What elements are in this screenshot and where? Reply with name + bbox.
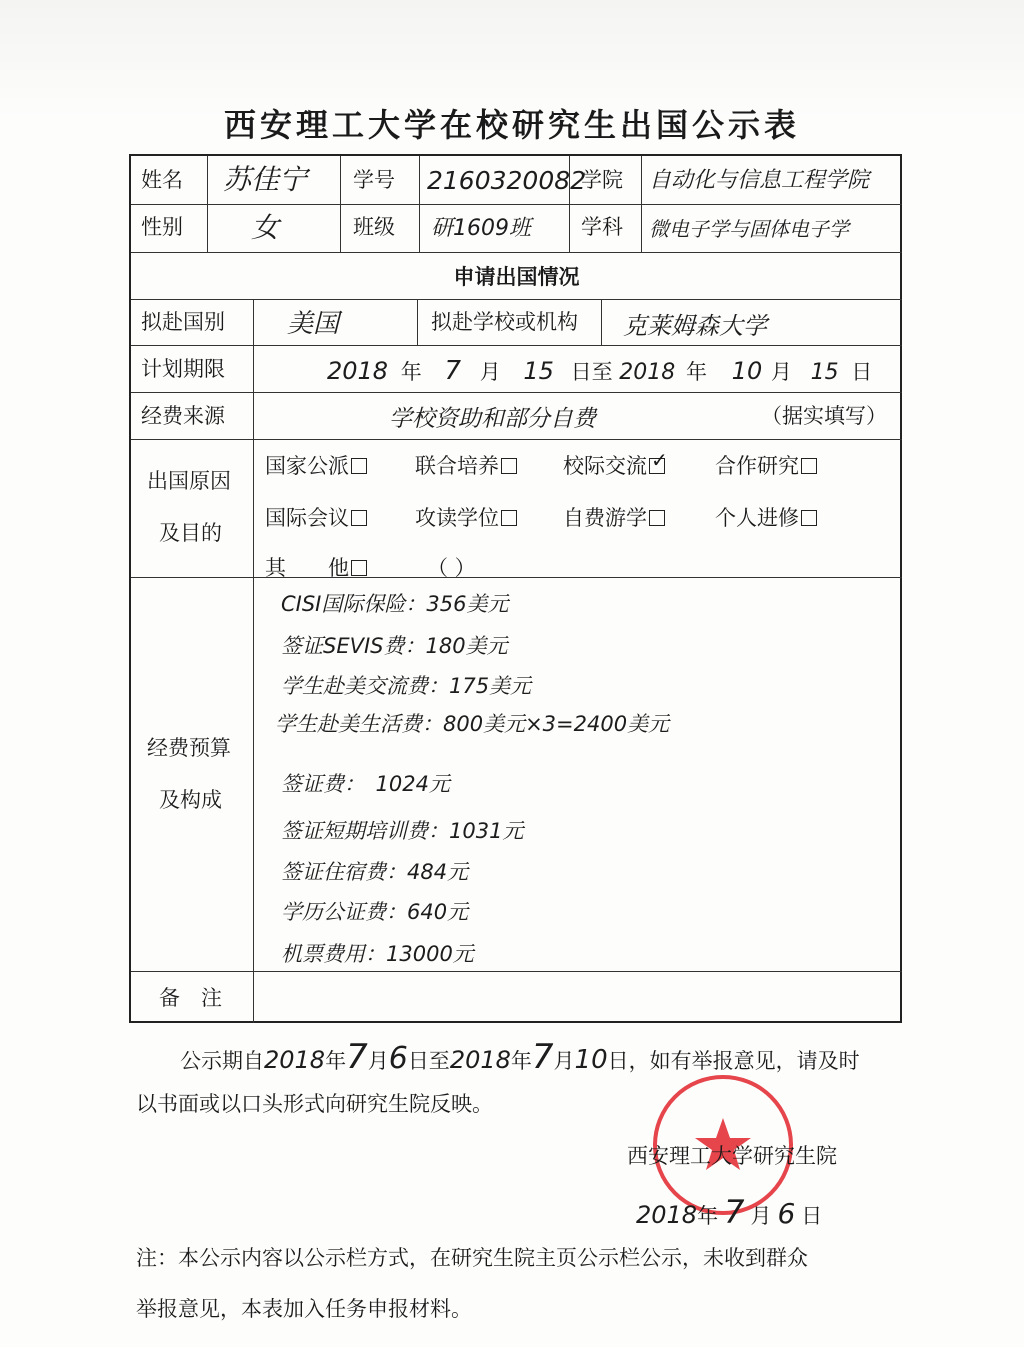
notice-end-year: 2018 [449, 1046, 511, 1074]
reason-option[interactable] [415, 508, 517, 529]
year-unit: 年 [697, 1204, 719, 1228]
reason-option-label: 校际交流 [563, 454, 647, 478]
sign-year: 2018 [636, 1201, 698, 1229]
checked-checkbox-icon[interactable] [649, 458, 665, 474]
reason-option-label: 国家公派 [265, 454, 349, 478]
notice-prefix: 公示期自 [180, 1049, 264, 1073]
gender-value: 女 [251, 211, 280, 244]
reason-option-label: 合作研究 [715, 454, 799, 478]
year-unit: 年 [400, 360, 422, 384]
checkbox-icon[interactable] [801, 510, 817, 526]
funding-label: 经费来源 [141, 404, 225, 428]
institution-value: 克莱姆森大学 [623, 312, 767, 340]
discipline-value: 微电子学与固体电子学 [649, 217, 849, 241]
reason-option[interactable] [715, 508, 817, 529]
row-rule [131, 252, 902, 253]
budget-item: 签证住宿费：484元 [281, 860, 469, 884]
name-value: 苏佳宁 [223, 163, 308, 196]
sign-month: 7 [724, 1193, 745, 1231]
checkbox-icon[interactable] [351, 458, 367, 474]
notice-start-month: 7 [346, 1037, 368, 1077]
month-unit: 月 [479, 360, 501, 384]
reason-option[interactable] [563, 508, 665, 529]
reason-option[interactable] [563, 456, 665, 477]
issuing-org: 西安理工大学研究生院 [627, 1144, 837, 1168]
checkbox-icon[interactable] [501, 458, 517, 474]
footnote-line-2: 举报意见，本表加入任务申报材料。 [136, 1297, 472, 1321]
month-unit: 月 [553, 1049, 575, 1073]
sign-date [636, 1193, 823, 1231]
notice-line-1 [180, 1037, 860, 1077]
budget-item: 签证SEVIS费：180美元 [281, 634, 508, 658]
reason-option-label: 国际会议 [265, 506, 349, 530]
reason-option[interactable] [265, 456, 367, 477]
reason-option-label: 自费游学 [563, 506, 647, 530]
period-value [327, 356, 872, 386]
end-day: 15 [810, 360, 839, 385]
year-unit: 年 [510, 1049, 532, 1073]
checkbox-icon[interactable] [501, 510, 517, 526]
reason-option-label: 其 他 [265, 556, 349, 580]
reason-option-label: 攻读学位 [415, 506, 499, 530]
budget-item: 学生赴美生活费：800美元×3=2400美元 [275, 712, 670, 736]
student-id-value: 2160320082 [427, 166, 587, 195]
budget-item: 学历公证费：640元 [281, 900, 469, 924]
reason-option[interactable] [265, 558, 367, 579]
budget-item: 机票费用：13000元 [281, 942, 474, 966]
footnote-line-1: 注：本公示内容以公示栏方式，在研究生院主页公示栏公示，未收到群众 [136, 1246, 808, 1270]
notice-end-month: 7 [531, 1037, 554, 1077]
checkbox-icon[interactable] [649, 510, 665, 526]
end-year: 2018 [619, 360, 676, 385]
checkbox-icon[interactable] [351, 560, 367, 576]
reason-label-2: 及目的 [159, 521, 222, 545]
checkbox-icon[interactable] [801, 458, 817, 474]
student-id-label: 学号 [353, 168, 395, 192]
col-rule [253, 299, 254, 1023]
year-unit: 年 [325, 1049, 347, 1073]
notice-line-2: 以书面或以口头形式向研究生院反映。 [136, 1092, 493, 1116]
budget-label-2: 及构成 [159, 788, 222, 812]
row-rule [131, 392, 902, 393]
budget-item: 签证费： 1024元 [281, 772, 450, 796]
col-rule [641, 156, 642, 252]
reason-option[interactable] [415, 456, 517, 477]
col-rule [207, 156, 208, 252]
start-month: 7 [444, 356, 461, 386]
reason-option[interactable] [265, 508, 367, 529]
name-label: 姓名 [141, 168, 183, 192]
col-rule [340, 156, 341, 252]
class-label: 班级 [353, 215, 395, 239]
reason-other-paren: （ ） [427, 556, 476, 580]
day-to: 日至 [570, 360, 613, 384]
notice-suffix: 日，如有举报意见，请及时 [607, 1049, 860, 1073]
school-value: 自动化与信息工程学院 [649, 168, 870, 193]
funding-note: （据实填写） [761, 404, 887, 428]
col-rule [417, 299, 418, 345]
reason-option[interactable] [715, 456, 817, 477]
month-unit: 月 [367, 1049, 389, 1073]
form-title: 西安理工大学在校研究生出国公示表 [223, 106, 800, 144]
period-label: 计划期限 [141, 357, 225, 381]
col-rule [419, 156, 420, 252]
day-unit: 日 [851, 360, 873, 384]
row-rule [131, 345, 902, 346]
application-form-table [129, 154, 902, 1023]
row-rule [131, 204, 902, 205]
start-year: 2018 [327, 357, 389, 385]
row-rule [131, 439, 902, 440]
month-unit: 月 [770, 360, 792, 384]
notice-end-day: 10 [574, 1045, 608, 1075]
school-label: 学院 [581, 168, 623, 192]
country-label: 拟赴国别 [141, 310, 225, 334]
month-unit: 月 [750, 1204, 772, 1228]
budget-item: 学生赴美交流费：175美元 [281, 674, 532, 698]
section-heading: 申请出国情况 [453, 264, 580, 289]
remarks-label: 备 注 [159, 986, 222, 1010]
start-day: 15 [523, 357, 554, 385]
budget-item: 签证短期培训费：1031元 [281, 819, 524, 843]
budget-label-1: 经费预算 [147, 736, 231, 760]
checkbox-icon[interactable] [351, 510, 367, 526]
day-unit: 日 [801, 1204, 823, 1228]
reason-option-label: 个人进修 [715, 506, 799, 530]
notice-start-year: 2018 [264, 1046, 326, 1074]
discipline-label: 学科 [581, 215, 623, 239]
notice-start-day: 6 [388, 1041, 408, 1076]
class-value: 研1609班 [431, 216, 531, 241]
institution-label: 拟赴学校或机构 [431, 310, 578, 334]
row-rule [131, 577, 902, 578]
end-month: 10 [731, 357, 763, 385]
budget-item: CISI国际保险：356美元 [281, 592, 509, 616]
row-rule [131, 971, 902, 972]
funding-value: 学校资助和部分自费 [389, 406, 596, 432]
country-value: 美国 [287, 309, 340, 339]
col-rule [601, 299, 602, 345]
year-unit: 年 [685, 360, 707, 384]
notice-to: 日至 [407, 1049, 450, 1073]
reason-label-1: 出国原因 [147, 469, 231, 493]
sign-day: 6 [777, 1197, 796, 1230]
gender-label: 性别 [141, 215, 183, 239]
row-rule [131, 299, 902, 300]
reason-option-label: 联合培养 [415, 454, 499, 478]
